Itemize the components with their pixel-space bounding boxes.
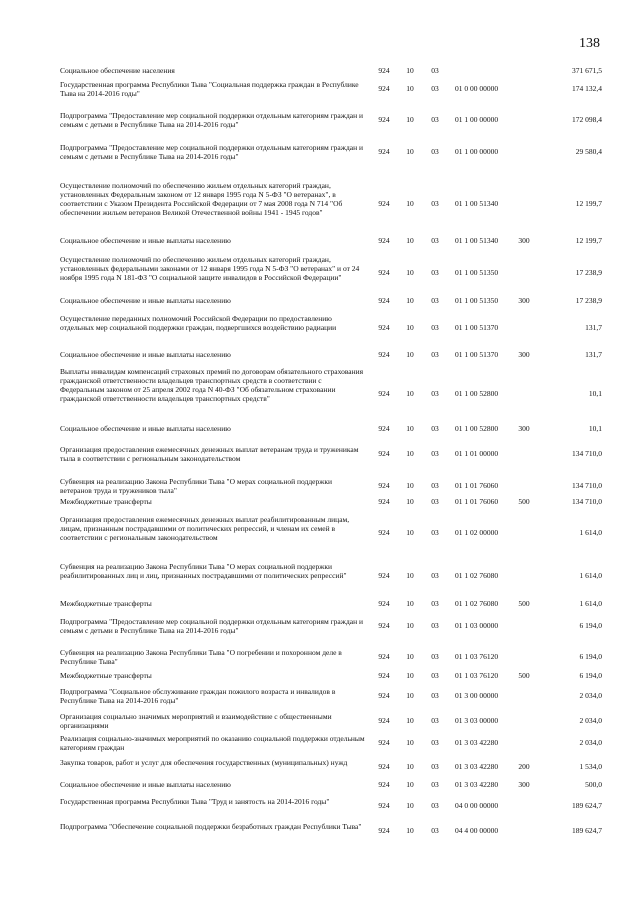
- section-code: 10: [406, 671, 414, 680]
- admin-code: 924: [378, 296, 390, 305]
- amount: 10,1: [588, 389, 602, 398]
- target-article-code: 01 1 03 76120: [455, 652, 499, 661]
- target-article-code: 01 1 01 00000: [455, 449, 499, 458]
- expense-type-code: 300: [518, 296, 530, 305]
- admin-code: 924: [378, 738, 390, 747]
- admin-code: 924: [378, 801, 390, 810]
- subsection-code: 03: [431, 497, 439, 506]
- admin-code: 924: [378, 66, 390, 75]
- expense-type-code: 300: [518, 350, 530, 359]
- target-article-code: 04 0 00 00000: [455, 801, 499, 810]
- subsection-code: 03: [431, 762, 439, 771]
- amount: 134 710,0: [572, 497, 602, 506]
- amount: 29 580,4: [575, 147, 602, 156]
- section-code: 10: [406, 716, 414, 725]
- row-description: Межбюджетные трансферты: [60, 497, 152, 506]
- subsection-code: 03: [431, 826, 439, 835]
- admin-code: 924: [378, 652, 390, 661]
- target-article-code: 01 1 00 51370: [455, 350, 499, 359]
- section-code: 10: [406, 147, 414, 156]
- row-description: Подпрограмма "Предоставление мер социальной поддержки отдельным категориям граждан и семьям с детьми в Республике Тыва на 2014-2016 годы": [60, 143, 363, 161]
- section-code: 10: [406, 424, 414, 433]
- section-code: 10: [406, 389, 414, 398]
- subsection-code: 03: [431, 449, 439, 458]
- subsection-code: 03: [431, 66, 439, 75]
- section-code: 10: [406, 84, 414, 93]
- amount: 6 194,0: [579, 671, 602, 680]
- subsection-code: 03: [431, 716, 439, 725]
- admin-code: 924: [378, 762, 390, 771]
- amount: 2 034,0: [579, 738, 602, 747]
- target-article-code: 01 0 00 00000: [455, 84, 499, 93]
- amount: 2 034,0: [579, 691, 602, 700]
- amount: 189 624,7: [572, 801, 602, 810]
- row-description: Подпрограмма "Социальное обслуживание граждан пожилого возраста и инвалидов в Республике Тыва на 2014-2016 годы": [60, 687, 336, 705]
- page-number: 138: [579, 36, 600, 51]
- target-article-code: 01 1 02 76080: [455, 571, 499, 580]
- admin-code: 924: [378, 671, 390, 680]
- row-description: Государственная программа Республики Тыва "Труд и занятость на 2014-2016 годы": [60, 797, 330, 806]
- amount: 6 194,0: [579, 652, 602, 661]
- expense-type-code: 500: [518, 599, 530, 608]
- row-description: Субвенция на реализацию Закона Республики Тыва "О погребении и похоронном деле в Республике Тыва": [60, 648, 342, 666]
- subsection-code: 03: [431, 621, 439, 630]
- expense-type-code: 500: [518, 671, 530, 680]
- target-article-code: 01 3 03 00000: [455, 716, 499, 725]
- section-code: 10: [406, 350, 414, 359]
- row-description: Субвенция на реализацию Закона Республики Тыва "О мерах социальной поддержки реабилитированных лиц и лиц, признанных пострадавшими от политических репрессий": [60, 562, 347, 580]
- section-code: 10: [406, 621, 414, 630]
- row-description: Социальное обеспечение населения: [60, 66, 175, 75]
- section-code: 10: [406, 691, 414, 700]
- row-description: Социальное обеспечение и иные выплаты населению: [60, 780, 231, 789]
- admin-code: 924: [378, 147, 390, 156]
- admin-code: 924: [378, 236, 390, 245]
- admin-code: 924: [378, 424, 390, 433]
- amount: 134 710,0: [572, 449, 602, 458]
- row-description: Социальное обеспечение и иные выплаты населению: [60, 236, 231, 245]
- target-article-code: 01 3 00 00000: [455, 691, 499, 700]
- admin-code: 924: [378, 481, 390, 490]
- subsection-code: 03: [431, 780, 439, 789]
- section-code: 10: [406, 652, 414, 661]
- target-article-code: 01 1 00 51370: [455, 323, 499, 332]
- row-description: Закупка товаров, работ и услуг для обеспечения государственных (муниципальных) нужд: [60, 758, 348, 767]
- subsection-code: 03: [431, 296, 439, 305]
- expense-type-code: 300: [518, 424, 530, 433]
- target-article-code: 01 1 00 51340: [455, 236, 499, 245]
- row-description: Выплаты инвалидам компенсаций страховых премий по договорам обязательного страхования гражданской ответственности владельцев транспортных средств в соответствии с Федеральным законом от 25 апреля 2002 года N 40-ФЗ "Об обязательном страховании гражданской ответственности владельцев транспортных средств": [60, 367, 364, 403]
- admin-code: 924: [378, 780, 390, 789]
- subsection-code: 03: [431, 691, 439, 700]
- row-description: Организация социально значимых мероприятий и взаимодействие с общественными организациями: [60, 712, 332, 730]
- amount: 12 199,7: [575, 199, 602, 208]
- admin-code: 924: [378, 449, 390, 458]
- amount: 174 132,4: [572, 84, 602, 93]
- amount: 131,7: [585, 323, 602, 332]
- section-code: 10: [406, 268, 414, 277]
- subsection-code: 03: [431, 571, 439, 580]
- subsection-code: 03: [431, 323, 439, 332]
- admin-code: 924: [378, 115, 390, 124]
- row-description: Субвенция на реализацию Закона Республики Тыва "О мерах социальной поддержки ветеранов труда и тружеников тыла": [60, 477, 333, 495]
- target-article-code: 01 1 00 52800: [455, 389, 499, 398]
- expense-type-code: 200: [518, 762, 530, 771]
- admin-code: 924: [378, 389, 390, 398]
- target-article-code: 01 1 00 00000: [455, 147, 499, 156]
- target-article-code: 01 1 00 00000: [455, 115, 499, 124]
- amount: 172 098,4: [572, 115, 602, 124]
- section-code: 10: [406, 115, 414, 124]
- subsection-code: 03: [431, 738, 439, 747]
- amount: 17 238,9: [575, 296, 602, 305]
- expense-type-code: 300: [518, 236, 530, 245]
- subsection-code: 03: [431, 115, 439, 124]
- admin-code: 924: [378, 691, 390, 700]
- row-description: Межбюджетные трансферты: [60, 599, 152, 608]
- amount: 500,0: [585, 780, 602, 789]
- amount: 2 034,0: [579, 716, 602, 725]
- row-description: Осуществление полномочий по обеспечению жильем отдельных категорий граждан, установленных Федеральным законом от 12 января 1995 года N 5-ФЗ "О ветеранах", в соответствии с Указом Президента Российской Федерации от 7 мая 2008 года N 714 "Об обеспечении жильем ветеранов Великой Отечественной войны 1941 - 1945 годов": [60, 181, 343, 217]
- row-description: Социальное обеспечение и иные выплаты населению: [60, 296, 231, 305]
- target-article-code: 01 3 03 42280: [455, 762, 499, 771]
- expense-type-code: 500: [518, 497, 530, 506]
- section-code: 10: [406, 738, 414, 747]
- section-code: 10: [406, 599, 414, 608]
- row-description: Осуществление полномочий по обеспечению жильем отдельных категорий граждан, установленных федеральными законами от 12 января 1995 года N 5-ФЗ "О ветеранах" и от 24 ноября 1995 года N 181-ФЗ "О социальной защите инвалидов в Российской Федерации": [60, 255, 360, 282]
- row-description: Социальное обеспечение и иные выплаты населению: [60, 350, 231, 359]
- section-code: 10: [406, 296, 414, 305]
- row-description: Государственная программа Республики Тыва "Социальная поддержка граждан в Республике Тыва на 2014-2016 годы": [60, 80, 359, 98]
- amount: 134 710,0: [572, 481, 602, 490]
- subsection-code: 03: [431, 671, 439, 680]
- amount: 6 194,0: [579, 621, 602, 630]
- subsection-code: 03: [431, 389, 439, 398]
- target-article-code: 04 4 00 00000: [455, 826, 499, 835]
- subsection-code: 03: [431, 84, 439, 93]
- subsection-code: 03: [431, 147, 439, 156]
- target-article-code: 01 1 02 76080: [455, 599, 499, 608]
- admin-code: 924: [378, 571, 390, 580]
- target-article-code: 01 1 01 76060: [455, 497, 499, 506]
- admin-code: 924: [378, 497, 390, 506]
- target-article-code: 01 1 01 76060: [455, 481, 499, 490]
- admin-code: 924: [378, 716, 390, 725]
- target-article-code: 01 1 00 51350: [455, 268, 499, 277]
- subsection-code: 03: [431, 481, 439, 490]
- admin-code: 924: [378, 84, 390, 93]
- section-code: 10: [406, 762, 414, 771]
- amount: 1 614,0: [579, 571, 602, 580]
- admin-code: 924: [378, 599, 390, 608]
- row-description: Организация предоставления ежемесячных денежных выплат реабилитированным лицам, лицам, признанным пострадавшими от политических репрессий, и членам их семей в соответствии с региональным законодательством: [60, 515, 350, 542]
- row-description: Социальное обеспечение и иные выплаты населению: [60, 424, 231, 433]
- amount: 371 671,5: [572, 66, 602, 75]
- target-article-code: 01 3 03 42280: [455, 780, 499, 789]
- row-description: Реализация социально-значимых мероприятий по оказанию социальной поддержки отдельным категориям граждан: [60, 734, 365, 752]
- admin-code: 924: [378, 528, 390, 537]
- subsection-code: 03: [431, 599, 439, 608]
- row-description: Подпрограмма "Предоставление мер социальной поддержки отдельным категориям граждан и семьям с детьми в Республике Тыва на 2014-2016 годы": [60, 617, 363, 635]
- section-code: 10: [406, 826, 414, 835]
- subsection-code: 03: [431, 350, 439, 359]
- target-article-code: 01 1 02 00000: [455, 528, 499, 537]
- amount: 12 199,7: [575, 236, 602, 245]
- subsection-code: 03: [431, 801, 439, 810]
- amount: 1 614,0: [579, 599, 602, 608]
- section-code: 10: [406, 780, 414, 789]
- section-code: 10: [406, 323, 414, 332]
- amount: 189 624,7: [572, 826, 602, 835]
- target-article-code: 01 1 03 00000: [455, 621, 499, 630]
- row-description: Межбюджетные трансферты: [60, 671, 152, 680]
- subsection-code: 03: [431, 652, 439, 661]
- amount: 1 534,0: [579, 762, 602, 771]
- target-article-code: 01 3 03 42280: [455, 738, 499, 747]
- target-article-code: 01 1 03 76120: [455, 671, 499, 680]
- admin-code: 924: [378, 826, 390, 835]
- target-article-code: 01 1 00 51350: [455, 296, 499, 305]
- section-code: 10: [406, 449, 414, 458]
- admin-code: 924: [378, 323, 390, 332]
- admin-code: 924: [378, 621, 390, 630]
- amount: 10,1: [588, 424, 602, 433]
- section-code: 10: [406, 801, 414, 810]
- subsection-code: 03: [431, 199, 439, 208]
- row-description: Подпрограмма "Предоставление мер социальной поддержки отдельным категориям граждан и семьям с детьми в Республике Тыва на 2014-2016 годы": [60, 111, 363, 129]
- amount: 1 614,0: [579, 528, 602, 537]
- section-code: 10: [406, 497, 414, 506]
- subsection-code: 03: [431, 268, 439, 277]
- section-code: 10: [406, 236, 414, 245]
- admin-code: 924: [378, 350, 390, 359]
- target-article-code: 01 1 00 51340: [455, 199, 499, 208]
- section-code: 10: [406, 199, 414, 208]
- section-code: 10: [406, 66, 414, 75]
- subsection-code: 03: [431, 528, 439, 537]
- row-description: Осуществление переданных полномочий Российской Федерации по предоставлению отдельных мер социальной поддержки граждан, подвергшихся воздействию радиации: [60, 314, 337, 332]
- section-code: 10: [406, 528, 414, 537]
- subsection-code: 03: [431, 424, 439, 433]
- amount: 131,7: [585, 350, 602, 359]
- row-description: Организация предоставления ежемесячных денежных выплат ветеранам труда и труженикам тыла в соответствии с региональным законодательством: [60, 445, 359, 463]
- subsection-code: 03: [431, 236, 439, 245]
- target-article-code: 01 1 00 52800: [455, 424, 499, 433]
- admin-code: 924: [378, 199, 390, 208]
- amount: 17 238,9: [575, 268, 602, 277]
- row-description: Подпрограмма "Обеспечение социальной поддержки безработных граждан Республики Тыва": [60, 822, 362, 831]
- expense-type-code: 300: [518, 780, 530, 789]
- section-code: 10: [406, 571, 414, 580]
- admin-code: 924: [378, 268, 390, 277]
- section-code: 10: [406, 481, 414, 490]
